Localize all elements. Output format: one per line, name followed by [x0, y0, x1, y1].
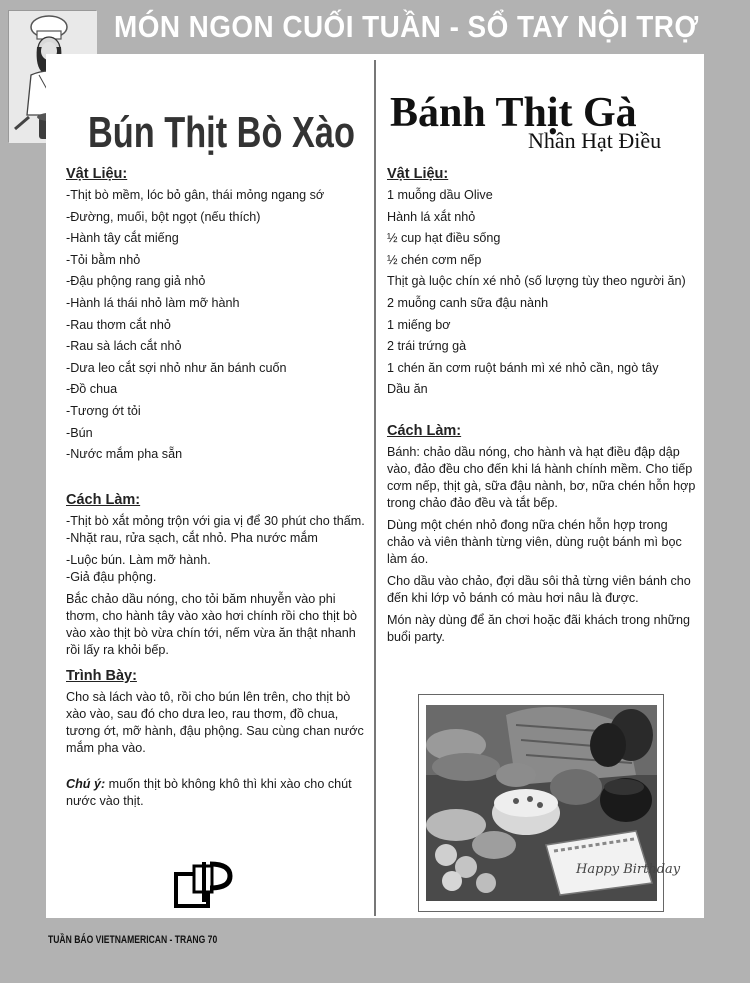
method-step: Bắc chảo dầu nóng, cho tỏi băm nhuyễn vào phi thơm, cho hành tây vào xào hơi chính rồi cho thịt bò vào xào thịt bò vừa chín tới, nếm vừa ăn thật nhanh rồi lấy ra khỏi bếp. — [66, 591, 357, 657]
ingredient-item: 2 trái trứng gà — [387, 339, 467, 354]
ingredient-item: 1 chén ăn cơm ruột bánh mì xé nhỏ cần, ngò tây — [387, 360, 659, 375]
left-recipe-column — [66, 166, 366, 815]
note-paragraph — [66, 776, 366, 810]
ingredients-list-right — [387, 187, 697, 398]
food-photo — [426, 705, 681, 901]
ingredient-item: 2 muỗng canh sữa đậu nành — [387, 295, 549, 310]
ingredient-item: Hành lá xắt nhỏ — [387, 209, 476, 224]
ingredient-item: -Hành tây cắt miếng — [66, 231, 179, 246]
logo-icon — [174, 858, 236, 910]
ingredient-item: ½ chén cơm nếp — [387, 252, 482, 267]
ingredient-item: 1 muỗng dầu Olive — [387, 188, 493, 202]
recipe-title-right: Bánh Thịt Gà — [390, 90, 637, 136]
magazine-section-title: MÓN NGON CUỐI TUẦN - SỔ TAY NỘI TRỢ — [114, 9, 699, 44]
page-footer: TUẦN BÁO VIETNAMERICAN - TRANG 70 — [48, 934, 218, 946]
ingredient-item: -Thịt bò mềm, lóc bỏ gân, thái mỏng ngang sớ — [66, 188, 325, 202]
right-recipe-column — [387, 166, 697, 651]
ingredient-item: ½ cup hạt điều sống — [387, 231, 501, 246]
method-step: -Luộc bún. Làm mỡ hành. -Giả đậu phộng. — [66, 552, 211, 584]
ingredient-item: -Dưa leo cắt sợi nhỏ như ăn bánh cuốn — [66, 360, 287, 375]
method-step: Món này dùng để ăn chơi hoặc đãi khách trong những buổi party. — [387, 612, 691, 644]
column-divider — [374, 60, 376, 916]
ingredients-heading-right: Vật Liệu: — [387, 166, 449, 182]
food-photo-image — [426, 705, 681, 901]
note-text: muốn thịt bò không khô thì khi xào cho chút nước vào thịt. — [66, 776, 352, 808]
ingredient-item: -Tương ớt tỏi — [66, 403, 141, 418]
method-heading-left: Cách Làm: — [66, 491, 141, 508]
ingredient-item: Thịt gà luộc chín xé nhỏ (số lượng tùy theo người ăn) — [387, 274, 686, 289]
ingredient-item: -Đường, muối, bột ngọt (nếu thích) — [66, 209, 261, 224]
serve-heading-left: Trình Bày: — [66, 667, 137, 684]
note-label: Chú ý: — [66, 776, 106, 791]
method-step: -Thịt bò xắt mỏng trộn với gia vị để 30 phút cho thấm. -Nhặt rau, rửa sạch, cắt nhỏ. Pha nước mắm — [66, 513, 365, 545]
method-step: Dùng một chén nhỏ đong nữa chén hỗn hợp trong chảo và viên thành từng viên, dùng ruột bánh mì bọc làm áo. — [387, 517, 682, 566]
cake-inscription: Happy Birthday — [576, 862, 681, 877]
ingredients-list-left — [66, 187, 366, 463]
ingredient-item: -Rau sà lách cắt nhỏ — [66, 339, 182, 354]
ingredient-item: -Tỏi bằm nhỏ — [66, 252, 141, 267]
ingredient-item: -Đậu phộng rang giả nhỏ — [66, 274, 206, 289]
ingredient-item: 1 miếng bơ — [387, 317, 451, 332]
recipe-subtitle-right: Nhân Hạt Điều — [528, 128, 662, 153]
ingredient-item: -Đồ chua — [66, 382, 118, 397]
method-heading-right: Cách Làm: — [387, 422, 462, 439]
method-step: Bánh: chảo dầu nóng, cho hành và hạt điều đập dập vào, đảo đều cho đến khi lá hành chính mềm. Cho tiếp cơm nếp, thịt gà, sữa đậu nành, bơ, nữa chén hỗn hợp trong chảo đảo đều và tắt bếp. — [387, 444, 696, 510]
recipe-title-left: Bún Thịt Bò Xào — [88, 108, 355, 157]
ingredient-item: Dầu ăn — [387, 382, 428, 397]
method-step: Cho dầu vào chảo, đợi dầu sôi thả từng viên bánh cho đến khi lớp vỏ bánh có màu hơi nâu là được. — [387, 573, 691, 605]
magazine-logo — [174, 858, 236, 910]
ingredient-item: -Bún — [66, 425, 93, 440]
ingredient-item: -Rau thơm cắt nhỏ — [66, 317, 171, 332]
ingredient-item: -Nước mắm pha sẵn — [66, 447, 183, 462]
serve-text: Cho sà lách vào tô, rồi cho bún lên trên, cho thịt bò xào vào, sau đó cho dưa leo, rau thơm, đồ chua, tương ớt, mỡ hành, đậu phộng. Sau cùng chan nước mắm pha vào. — [66, 689, 364, 755]
ingredient-item: -Hành lá thái nhỏ làm mỡ hành — [66, 295, 240, 310]
ingredients-heading-left: Vật Liệu: — [66, 166, 128, 182]
